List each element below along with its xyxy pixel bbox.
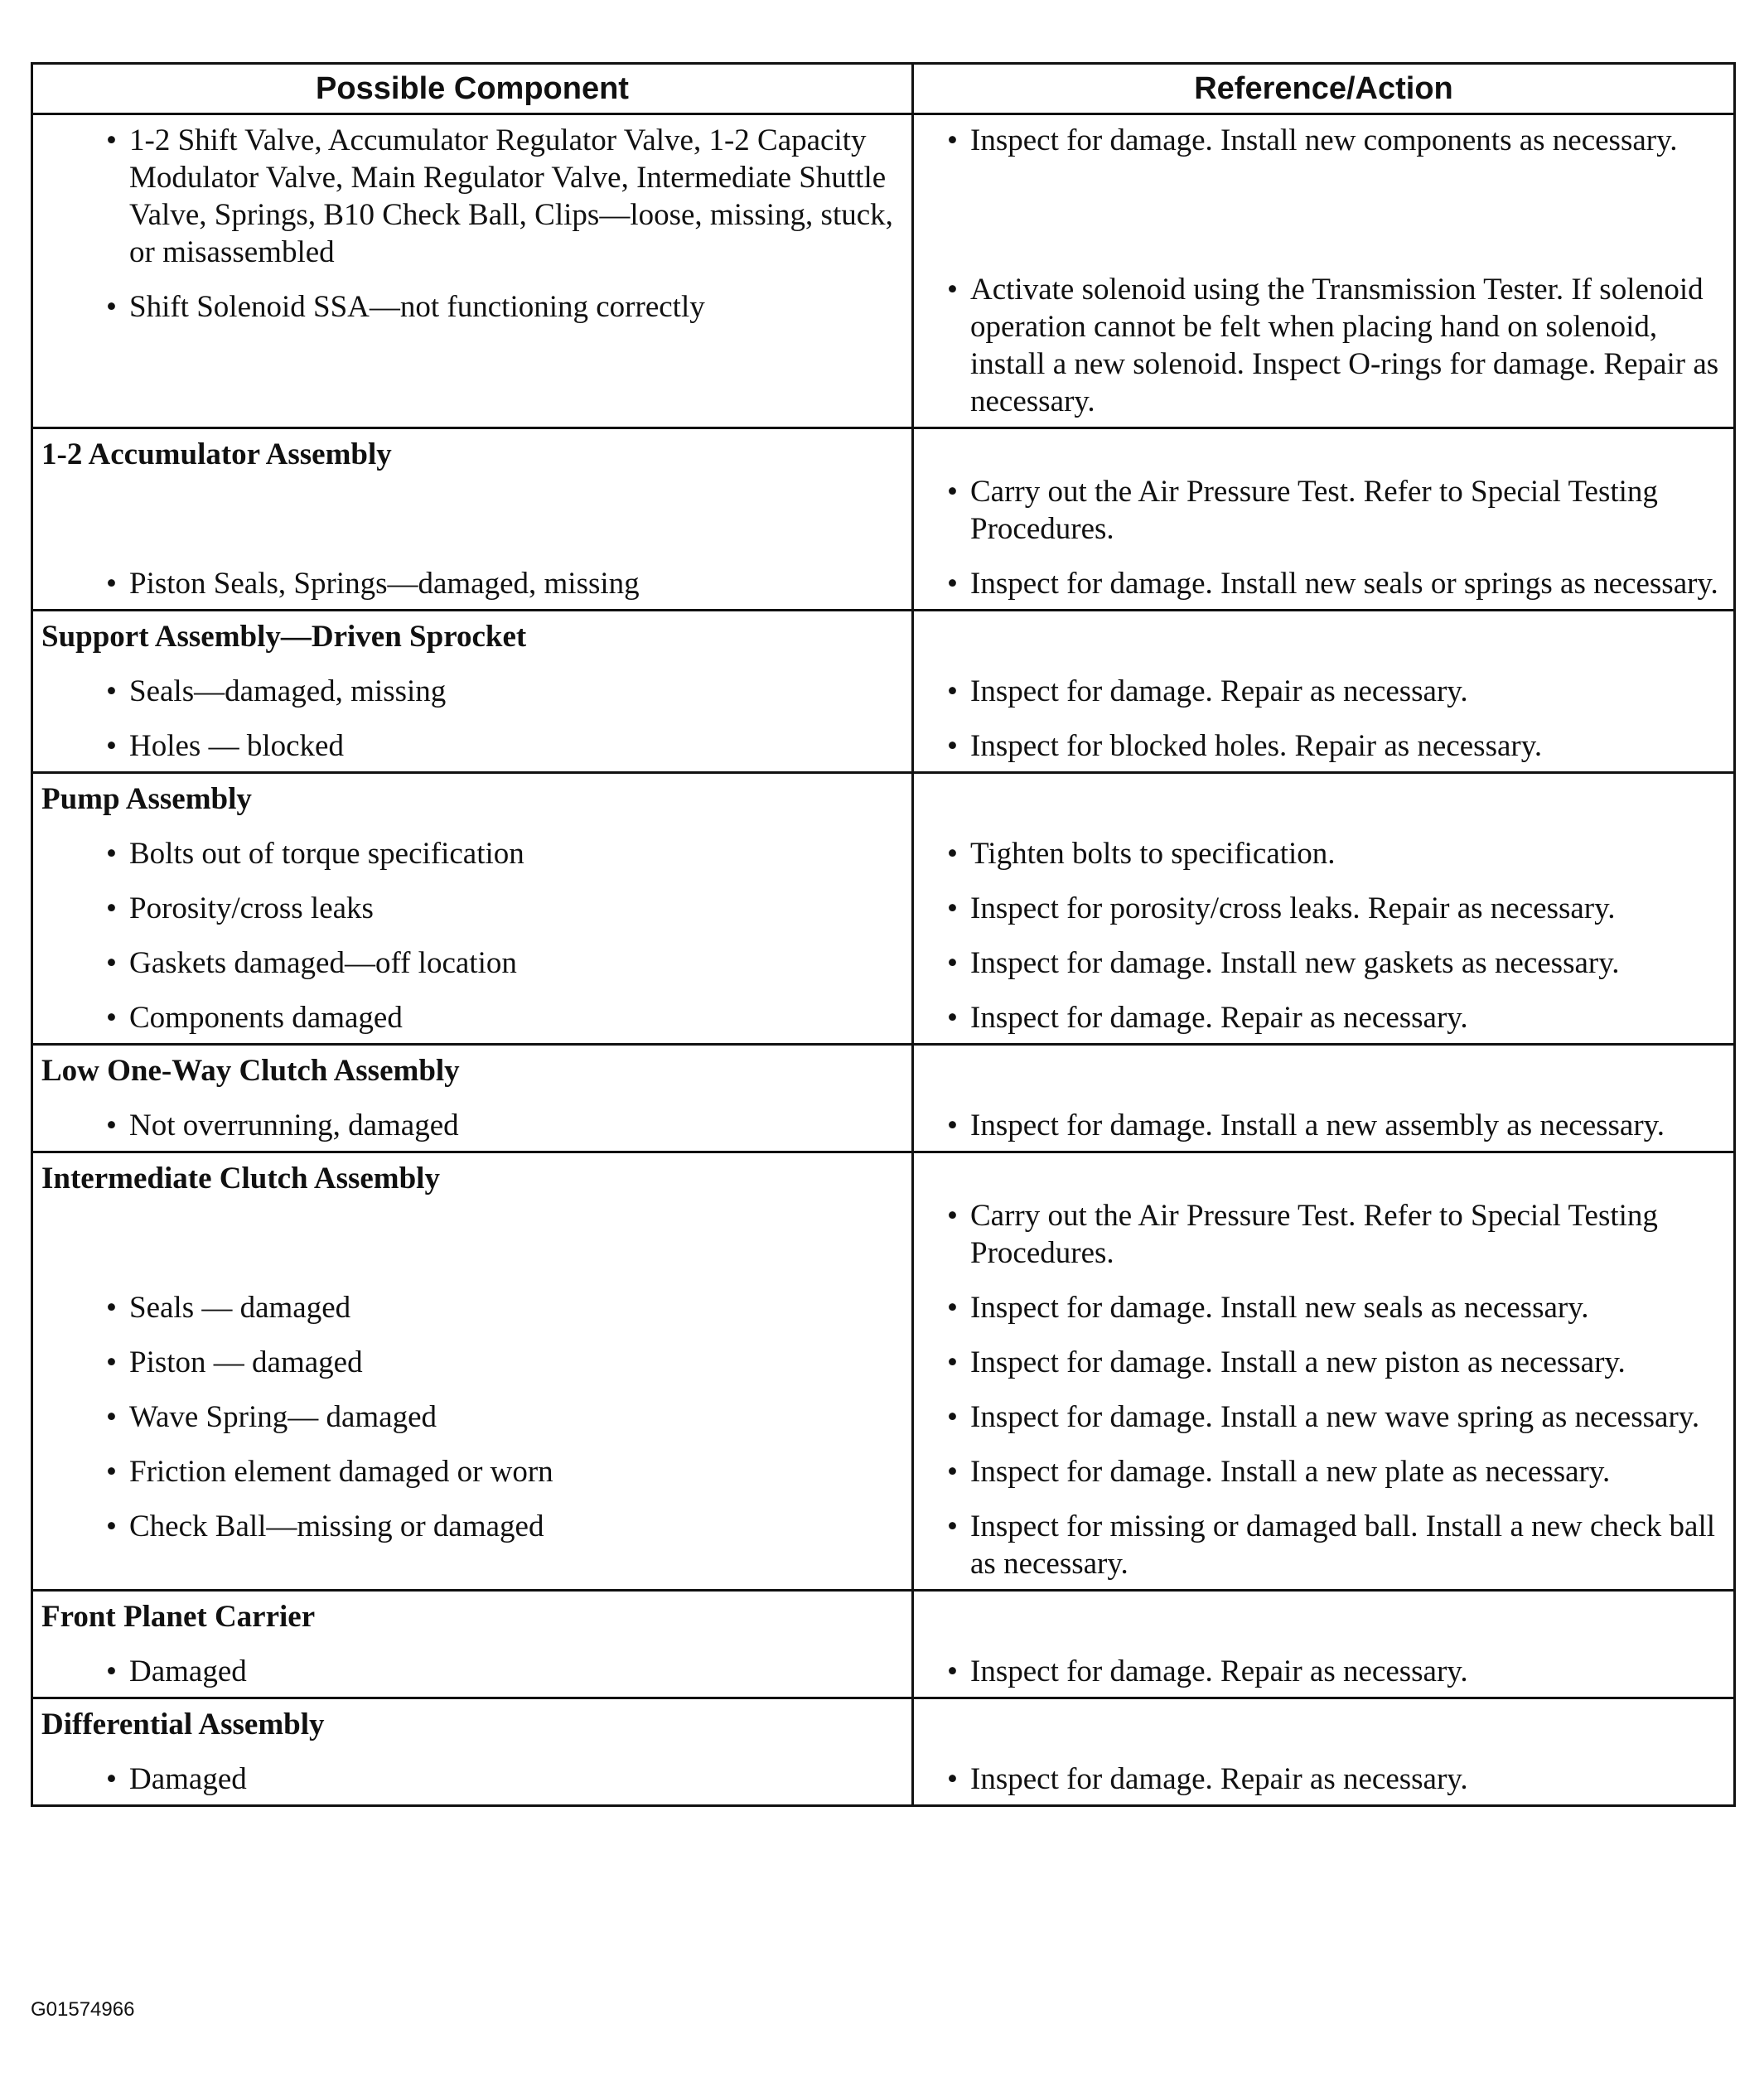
component-item: • Porosity/cross leaks xyxy=(41,890,900,927)
action-item: • Inspect for damage. Install a new piston as necessary. xyxy=(922,1344,1722,1381)
diagnosis-table xyxy=(31,62,1736,1807)
component-cell-content xyxy=(33,1592,911,1697)
action-cell xyxy=(913,428,1735,611)
component-item: • Bolts out of torque specification xyxy=(41,835,900,872)
section-title-spacer xyxy=(922,436,1722,473)
section-title: 1-2 Accumulator Assembly xyxy=(41,437,392,471)
component-cell-content xyxy=(33,1699,911,1804)
component-item: • Shift Solenoid SSA—not functioning correctly xyxy=(41,288,900,326)
action-cell xyxy=(913,611,1735,773)
lead-action-spacer xyxy=(41,490,900,528)
action-item: • Inspect for damage. Install new gaskets as necessary. xyxy=(922,944,1722,982)
action-item: • Tighten bolts to specification. xyxy=(922,835,1722,872)
table-body xyxy=(32,114,1735,1806)
action-cell xyxy=(913,1045,1735,1152)
component-cell-content xyxy=(33,115,911,332)
table-row xyxy=(32,1152,1735,1591)
component-item: • Piston — damaged xyxy=(41,1344,900,1381)
header-possible-component: Possible Component xyxy=(32,64,913,114)
table-row xyxy=(32,114,1735,428)
component-item: • Seals—damaged, missing xyxy=(41,673,900,710)
action-item: • Inspect for damage. Install new components as necessary. xyxy=(922,122,1722,159)
section-title: Differential Assembly xyxy=(41,1707,325,1741)
section-title: Support Assembly—Driven Sprocket xyxy=(41,620,527,654)
section-title-spacer xyxy=(922,1160,1722,1197)
action-cell xyxy=(913,114,1735,428)
component-item: • Piston Seals, Springs—damaged, missing xyxy=(41,565,900,602)
table-row xyxy=(32,611,1735,773)
action-cell-content xyxy=(914,1046,1733,1151)
section-title: Front Planet Carrier xyxy=(41,1600,316,1634)
component-cell xyxy=(32,1698,913,1806)
component-item: • Friction element damaged or worn xyxy=(41,1453,900,1490)
lead-action-spacer xyxy=(41,1215,900,1252)
component-cell xyxy=(32,1045,913,1152)
action-cell-content xyxy=(914,1153,1733,1589)
table-row xyxy=(32,1698,1735,1806)
action-cell-content xyxy=(914,774,1733,1043)
component-item: • Wave Spring— damaged xyxy=(41,1398,900,1436)
action-item: • Inspect for damage. Install new seals or springs as necessary. xyxy=(922,565,1722,602)
table-row xyxy=(32,428,1735,611)
action-cell-content xyxy=(914,1699,1733,1804)
section-title-spacer xyxy=(922,1706,1722,1743)
action-item: • Inspect for damage. Repair as necessary. xyxy=(922,999,1722,1036)
action-cell xyxy=(913,1152,1735,1591)
component-cell xyxy=(32,1152,913,1591)
action-item: • Inspect for damage. Repair as necessary. xyxy=(922,673,1722,710)
section-title-spacer xyxy=(922,1052,1722,1089)
action-item: • Inspect for missing or damaged ball. Install a new check ball as necessary. xyxy=(922,1508,1722,1582)
action-item: • Inspect for damage. Install a new wave spring as necessary. xyxy=(922,1398,1722,1436)
component-cell-content xyxy=(33,611,911,771)
component-cell-content xyxy=(33,1153,911,1552)
table-row xyxy=(32,1591,1735,1698)
action-cell xyxy=(913,1698,1735,1806)
section-title: Pump Assembly xyxy=(41,782,252,816)
action-cell-content xyxy=(914,611,1733,771)
header-reference-action: Reference/Action xyxy=(913,64,1735,114)
action-cell-content xyxy=(914,115,1733,427)
component-cell-content xyxy=(33,429,911,609)
action-cell-content xyxy=(914,429,1733,609)
component-cell xyxy=(32,611,913,773)
action-item: • Inspect for damage. Install new seals as necessary. xyxy=(922,1289,1722,1326)
component-item: • Damaged xyxy=(41,1761,900,1798)
component-cell xyxy=(32,428,913,611)
action-cell-content xyxy=(914,1592,1733,1697)
section-title-spacer xyxy=(922,780,1722,818)
action-item: • Carry out the Air Pressure Test. Refer to Special Testing Procedures. xyxy=(922,1197,1722,1272)
section-title-spacer xyxy=(922,1598,1722,1635)
table-row xyxy=(32,1045,1735,1152)
component-cell-content xyxy=(33,1046,911,1151)
action-item: • Inspect for damage. Repair as necessary. xyxy=(922,1653,1722,1690)
action-item: • Inspect for damage. Install a new assembly as necessary. xyxy=(922,1107,1722,1144)
action-cell xyxy=(913,1591,1735,1698)
section-title: Low One-Way Clutch Assembly xyxy=(41,1054,460,1088)
component-item: • Components damaged xyxy=(41,999,900,1036)
action-item: • Inspect for porosity/cross leaks. Repair as necessary. xyxy=(922,890,1722,927)
action-cell xyxy=(913,773,1735,1045)
component-cell xyxy=(32,1591,913,1698)
table-header-row xyxy=(32,64,1735,114)
component-cell xyxy=(32,773,913,1045)
section-title: Intermediate Clutch Assembly xyxy=(41,1162,440,1195)
action-item: • Activate solenoid using the Transmission Tester. If solenoid operation cannot be felt when placing hand on solenoid, install a new solenoid. Inspect O-rings for damage. Repair as necessary. xyxy=(922,271,1722,420)
action-item: • Inspect for damage. Repair as necessary. xyxy=(922,1761,1722,1798)
component-cell xyxy=(32,114,913,428)
component-item: • Damaged xyxy=(41,1653,900,1690)
figure-code: G01574966 xyxy=(31,1998,135,2021)
component-item: • Check Ball—missing or damaged xyxy=(41,1508,900,1545)
action-item: • Inspect for blocked holes. Repair as necessary. xyxy=(922,727,1722,765)
component-item: • Holes — blocked xyxy=(41,727,900,765)
component-item: • Seals — damaged xyxy=(41,1289,900,1326)
component-cell-content xyxy=(33,774,911,1043)
action-item: • Inspect for damage. Install a new plate as necessary. xyxy=(922,1453,1722,1490)
section-title-spacer xyxy=(922,618,1722,655)
table-row xyxy=(32,773,1735,1045)
component-item: • 1-2 Shift Valve, Accumulator Regulator Valve, 1-2 Capacity Modulator Valve, Main Regulator Valve, Intermediate Shuttle Valve, Springs, B10 Check Ball, Clips—loose, missing, stuck, or misassembled xyxy=(41,122,900,271)
component-item: • Gaskets damaged—off location xyxy=(41,944,900,982)
action-item: • Carry out the Air Pressure Test. Refer to Special Testing Procedures. xyxy=(922,473,1722,548)
component-item: • Not overrunning, damaged xyxy=(41,1107,900,1144)
